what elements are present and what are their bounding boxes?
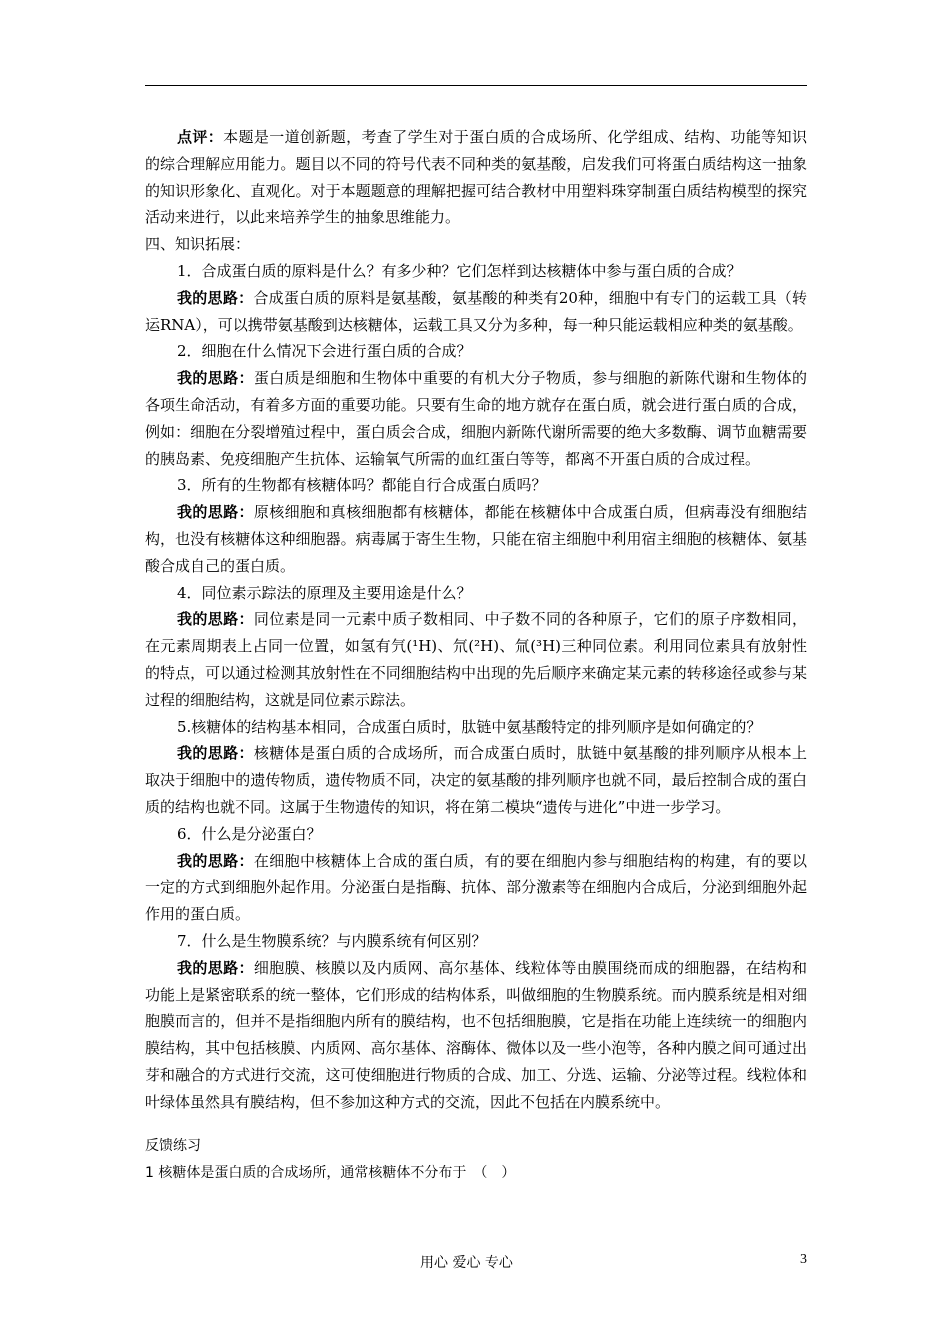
answer-7	[145, 955, 807, 1116]
thinking-label: 我的思路：	[177, 503, 254, 522]
answer-4	[145, 606, 807, 713]
section-heading: 四、知识拓展：	[145, 235, 251, 254]
thinking-label: 我的思路：	[177, 851, 254, 870]
answer-1	[145, 285, 807, 339]
thinking-label: 我的思路：	[177, 958, 254, 977]
answer-6	[145, 848, 807, 928]
comment-paragraph	[145, 124, 807, 231]
question-6: 6．什么是分泌蛋白？	[177, 824, 322, 843]
document-body	[145, 124, 807, 1187]
answer-1-text: 合成蛋白质的原料是氨基酸，氨基酸的种类有20种，细胞中有专门的运载工具（转运RNA），可以携带氨基酸到达核糖体，运载工具又分为多种，每一种只能运载相应种类的氨基酸。	[145, 288, 807, 334]
answer-2	[145, 365, 807, 472]
question-2: 2．细胞在什么情况下会进行蛋白质的合成？	[177, 342, 472, 361]
question-4: 4．同位素示踪法的原理及主要用途是什么？	[177, 583, 472, 602]
feedback-title: 反馈练习	[145, 1138, 201, 1155]
header-rule	[145, 85, 807, 86]
answer-5	[145, 740, 807, 820]
answer-7-text: 细胞膜、核膜以及内质网、高尔基体、线粒体等由膜围绕而成的细胞器，在结构和功能上是紧密联系的统一整体，它们形成的结构体系，叫做细胞的生物膜系统。而内膜系统是相对细胞膜而言的，但并不是指细胞内所有的膜结构，也不包括细胞膜，它是指在功能上连续统一的细胞内膜结构，其中包括核膜、内质网、高尔基体、溶酶体、微体以及一些小泡等，各种内膜之间可通过出芽和融合的方式进行交流，这可使细胞进行物质的合成、加工、分选、运输、分泌等过程。线粒体和叶绿体虽然具有膜结构，但不参加这种方式的交流，因此不包括在内膜系统中。	[145, 958, 807, 1111]
answer-5-text: 核糖体是蛋白质的合成场所，而合成蛋白质时，肽链中氨基酸的排列顺序从根本上取决于细胞中的遗传物质，遗传物质不同，决定的氨基酸的排列顺序也就不同，最后控制合成的蛋白质的结构也就不同。这属于生物遗传的知识，将在第二模块“遗传与进化”中进一步学习。	[145, 744, 807, 816]
answer-3	[145, 499, 807, 579]
comment-text: 本题是一道创新题，考查了学生对于蛋白质的合成场所、化学组成、结构、功能等知识的综合理解应用能力。题目以不同的符号代表不同种类的氨基酸，启发我们可将蛋白质结构这一抽象的知识形象化、直观化。对于本题题意的理解把握可结合教材中用塑料珠穿制蛋白质结构模型的探究活动来进行，以此来培养学生的抽象思维能力。	[145, 128, 807, 227]
question-7: 7．什么是生物膜系统？与内膜系统有何区别？	[177, 931, 487, 950]
thinking-label: 我的思路：	[177, 610, 254, 629]
page-number: 3	[800, 1252, 807, 1267]
question-5: 5.核糖体的结构基本相同，合成蛋白质时，肽链中氨基酸特定的排列顺序是如何确定的？	[177, 717, 762, 736]
thinking-label: 我的思路：	[177, 288, 254, 307]
spacer	[145, 1115, 807, 1133]
question-1: 1．合成蛋白质的原料是什么？有多少种？它们怎样到达核糖体中参与蛋白质的合成？	[177, 261, 742, 280]
answer-6-text: 在细胞中核糖体上合成的蛋白质，有的要在细胞内参与细胞结构的构建，有的要以一定的方式到细胞外起作用。分泌蛋白是指酶、抗体、部分激素等在细胞内合成后，分泌到细胞外起作用的蛋白质。	[145, 851, 807, 924]
answer-2-text: 蛋白质是细胞和生物体中重要的有机大分子物质，参与细胞的新陈代谢和生物体的各项生命活动，有着多方面的重要功能。只要有生命的地方就存在蛋白质，就会进行蛋白质的合成，例如：细胞在分裂增殖过程中，蛋白质会合成，细胞内新陈代谢所需要的绝大多数酶、调节血糖需要的胰岛素、免疫细胞产生抗体、运输氧气所需的血红蛋白等等，都离不开蛋白质的合成过程。	[145, 369, 807, 468]
answer-4-text: 同位素是同一元素中质子数相同、中子数不同的各种原子，它们的原子序数相同，在元素周期表上占同一位置，如氢有氕(¹H)、氘(²H)、氚(³H)三种同位素。利用同位素具有放射性的特点，可以通过检测其放射性在不同细胞结构中出现的先后顺序来确定某元素的转移途径或参与某过程的细胞结构，这就是同位素示踪法。	[145, 610, 807, 709]
comment-label: 点评：	[177, 128, 224, 146]
thinking-label: 我的思路：	[177, 369, 254, 388]
thinking-label: 我的思路：	[177, 744, 254, 763]
answer-3-text: 原核细胞和真核细胞都有核糖体，都能在核糖体中合成蛋白质，但病毒没有细胞结构，也没有核糖体这种细胞器。病毒属于寄生生物，只能在宿主细胞中利用宿主细胞的核糖体、氨基酸合成自己的蛋白质。	[145, 503, 807, 575]
footer-motto: 用心 爱心 专心	[420, 1255, 513, 1271]
question-3: 3．所有的生物都有核糖体吗？都能自行合成蛋白质吗？	[177, 476, 547, 495]
feedback-question-1: 1 核糖体是蛋白质的合成场所，通常核糖体不分布于 （ ）	[145, 1165, 516, 1182]
